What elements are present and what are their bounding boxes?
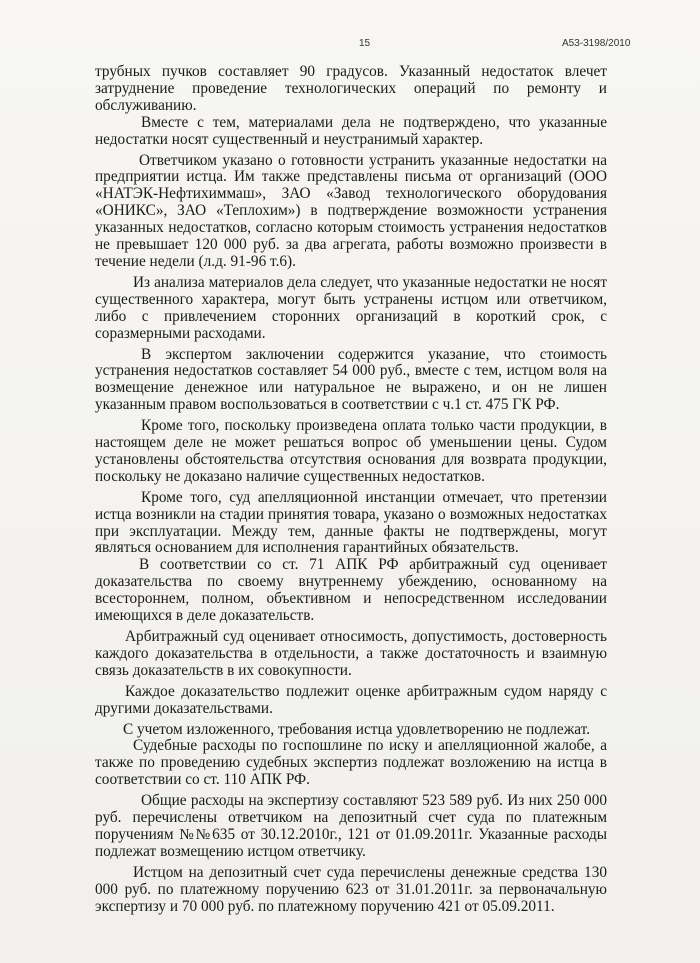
paragraph: Каждое доказательство подлежит оценке арбитражным судом наряду с другими доказательствами.: [95, 682, 607, 717]
case-number: А53-3198/2010: [562, 38, 631, 49]
page-header: [0, 38, 700, 54]
paragraph: Кроме того, поскольку произведена оплата только части продукции, в настоящем деле не может решаться вопрос об уменьшении цены. Судом установлены обстоятельства отсутствия основания для возврата продукции, поскольку не доказано наличие существенных недостатков.: [95, 417, 607, 485]
paragraph: Истцом на депозитный счет суда перечислены денежные средства 130 000 руб. по платежному поручению 623 от 31.01.2011г. за первоначальную экспертизу и 70 000 руб. по платежному поручению 421 от 05.09.2011.: [95, 863, 607, 915]
document-body: [95, 64, 607, 916]
paragraph: Ответчиком указано о готовности устранить указанные недостатки на предприятии истца. Им также представлены письма от организаций (ООО «НАТЭК-Нефтихиммаш», ЗАО «Завод технологического оборудования «ОНИКС», ЗАО «Теплохим») в подтверждение возможности устранения указанных недостатков, согласно которым стоимость устранения недостатков не превышает 120 000 руб. за два агрегата, работы возможно произвести в течение недели (л.д. 91-96 т.6).: [95, 151, 607, 270]
paragraph: Кроме того, суд апелляционной инстанции отмечает, что претензии истца возникли на стадии принятия товара, указано о возможных недостатках при эксплуатации. Между тем, данные факты не подтверждены, могут являться основанием для исполнения гарантийных обязательств.: [95, 488, 607, 557]
paragraph: В соответствии со ст. 71 АПК РФ арбитражный суд оценивает доказательства по своему внутреннему убеждению, основанному на всестороннем, полном, объективном и непосредственном исследовании имеющихся в деле доказательств.: [95, 556, 607, 625]
paragraph: Судебные расходы по госпошлине по иску и апелляционной жалобе, а также по проведению судебных экспертиз подлежат возложению на истца в соответствии со ст. 110 АПК РФ.: [95, 737, 607, 789]
paragraph: трубных пучков составляет 90 градусов. Указанный недостаток влечет затруднение проведение технологических операций по ремонту и обслуживанию.: [95, 63, 607, 114]
paragraph: Общие расходы на экспертизу составляют 523 589 руб. Из них 250 000 руб. перечислены ответчиком на депозитный счет суда по платежным поручениям №№635 от 30.12.2010г., 121 от 01.09.2011г. Указанные расходы подлежат возмещению истцом ответчику.: [95, 792, 607, 860]
paragraph: Вместе с тем, материалами дела не подтверждено, что указанные недостатки носят существенный и неустранимый характер.: [95, 113, 607, 148]
paragraph: Из анализа материалов дела следует, что указанные недостатки не носят существенного характера, могут быть устранены истцом или ответчиком, либо с привлечением сторонних организаций в короткий срок, с соразмерными расходами.: [95, 273, 607, 342]
paragraph: Арбитражный суд оценивает относимость, допустимость, достоверность каждого доказательства в отдельности, а также достаточность и взаимную связь доказательств в их совокупности.: [95, 628, 607, 679]
page-number: 15: [359, 38, 371, 49]
paragraph: В экспертом заключении содержится указание, что стоимость устранения недостатков составляет 54 000 руб., вместе с тем, истцом воля на возмещение денежное или натуральное не выражено, и он не лишен указанным правом воспользоваться в соответствии с ч.1 ст. 475 ГК РФ.: [95, 345, 607, 414]
paragraph: С учетом изложенного, требования истца удовлетворению не подлежат.: [123, 720, 591, 738]
